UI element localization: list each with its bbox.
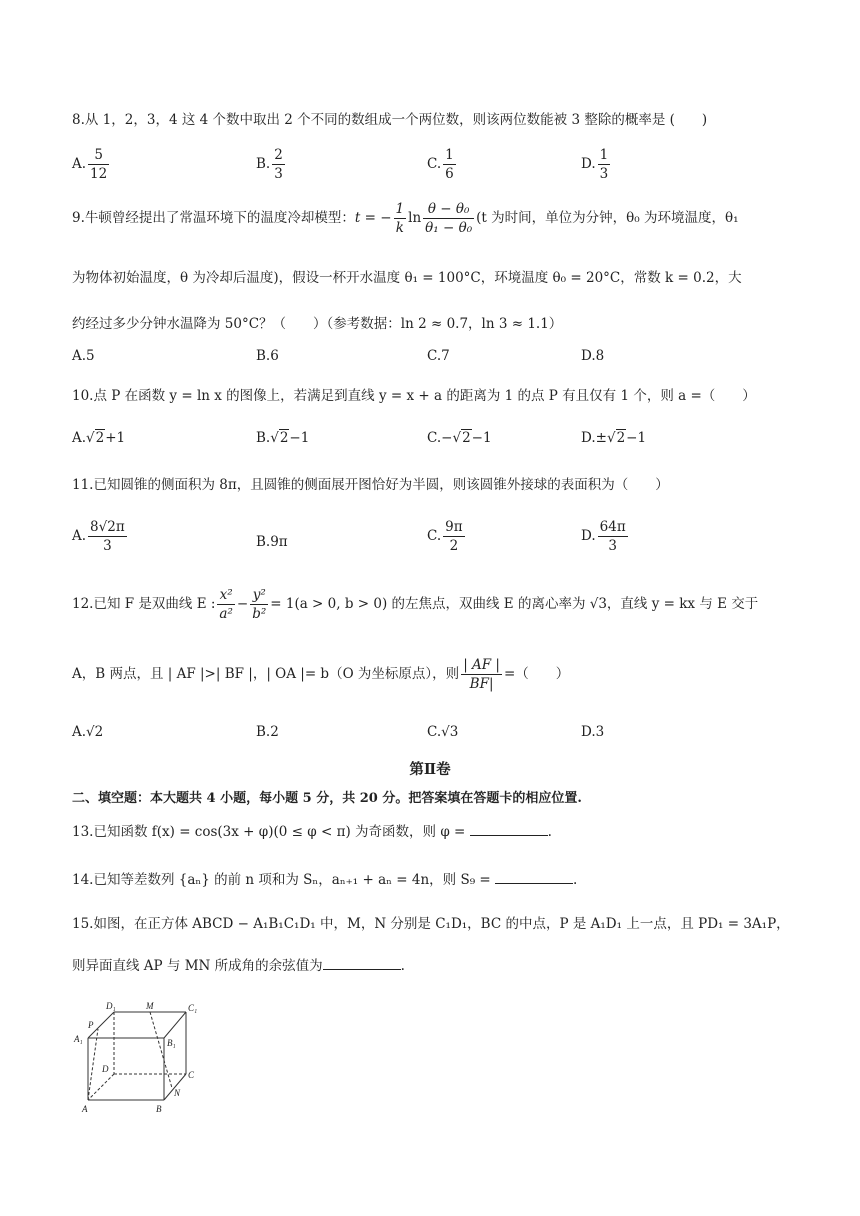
q12-line2: A，B 两点，且 | AF |>| BF |，| OA |= b（O 为坐标原点），则 $\frac{| AF |}{BF|}$ =（ ） xyxy=(72,657,570,692)
label-a: A xyxy=(82,1104,88,1114)
label-d1: D₁ xyxy=(106,1001,116,1011)
q10-stem: 10.点 P 在函数 y = ln x 的图像上，若满足到直线 y = x + a 的距离为 1 的点 P 有且仅有 1 个，则 a =（ ） xyxy=(72,388,756,404)
cube-diagram xyxy=(68,1000,208,1116)
q9-line1: 9.牛顿曾经提出了常温环境下的温度冷却模型：t = − $\frac{1}{k}$ ln $\frac{\text{θ − θ₀}}{\text{θ₁ − θ₀}}$ (t 为时间，单位为分钟，θ₀ 为环境温度，θ₁ xyxy=(72,201,739,236)
label-p: P xyxy=(88,1020,94,1030)
q15-line2: 则异面直线 AP 与 MN 所成角的余弦值为 . xyxy=(72,954,405,974)
q9-option-b: B.6 xyxy=(256,348,279,364)
q8-stem: 8.从 1，2，3，4 这 4 个数中取出 2 个不同的数组成一个两位数，则该两位数能被 3 整除的概率是 ( ) xyxy=(72,112,708,128)
q10-option-d: D.±√2−1 xyxy=(581,430,647,446)
q9-line3: 约经过多少分钟水温降为 50°C？（ ）（参考数据：ln 2 ≈ 0.7，ln 3 ≈ 1.1） xyxy=(72,316,563,332)
q12-line1: 12.已知 F 是双曲线 E : $\frac{\text{x²}}{\text{a²}}$ − $\frac{\text{y²}}{\text{b²}}$ = 1(a > 0, b > 0) 的左焦点，双曲线 E 的离心率为 √3，直线 y = kx 与 E 交于 xyxy=(72,587,759,622)
cube-figure xyxy=(68,1000,208,1120)
q14-answer-blank[interactable] xyxy=(495,869,573,884)
label-c1: C₁ xyxy=(188,1003,198,1013)
section-heading: 二、填空题：本大题共 4 小题，每小题 5 分，共 20 分。把答案填在答题卡的相应位置. xyxy=(72,791,582,806)
q14-stem: 14.已知等差数列 {aₙ} 的前 n 项和为 Sₙ，aₙ₊₁ + aₙ = 4n，则 S₉ = . xyxy=(72,868,577,888)
q11-option-b: B.9π xyxy=(256,534,288,550)
q8-option-c: C. $\frac{1}{6}$ xyxy=(427,147,454,182)
q8-option-a: A. $\frac{5}{12}$ xyxy=(72,147,108,182)
q8-option-d: D. $\frac{1}{3}$ xyxy=(581,147,609,182)
q11-option-a: A. $\frac{8√2\pi}{3}$ xyxy=(72,519,125,554)
label-a1: A₁ xyxy=(74,1034,83,1044)
q12-option-c: C.√3 xyxy=(427,724,459,740)
label-m: M xyxy=(146,1001,154,1011)
q10-option-c: C.−√2−1 xyxy=(427,430,492,446)
q9-line2: 为物体初始温度，θ 为冷却后温度)，假设一杯开水温度 θ₁ = 100°C，环境温度 θ₀ = 20°C，常数 k = 0.2，大 xyxy=(72,270,742,286)
q11-stem: 11.已知圆锥的侧面积为 8π，且圆锥的侧面展开图恰好为半圆，则该圆锥外接球的表面积为（ ） xyxy=(72,477,669,493)
label-b: B xyxy=(156,1104,162,1114)
q12-option-b: B.2 xyxy=(256,724,279,740)
q11-option-c: C. $\frac{9\pi}{2}$ xyxy=(427,519,463,554)
q13-answer-blank[interactable] xyxy=(470,821,548,836)
q10-option-b: B.√2−1 xyxy=(256,430,310,446)
label-n: N xyxy=(174,1088,181,1098)
q9-option-c: C.7 xyxy=(427,348,450,364)
section-title: 第Ⅱ卷 xyxy=(409,761,451,778)
q11-option-d: D. $\frac{64\pi}{3}$ xyxy=(581,519,626,554)
q15-line1: 15.如图，在正方体 ABCD − A₁B₁C₁D₁ 中，M，N 分别是 C₁D₁，BC 的中点，P 是 A₁D₁ 上一点，且 PD₁ = 3A₁P， xyxy=(72,916,790,932)
q12-option-a: A.√2 xyxy=(72,724,104,740)
q13-stem: 13.已知函数 f(x) = cos(3x + φ)(0 ≤ φ < π) 为奇函数，则 φ = . xyxy=(72,820,552,840)
q12-option-d: D.3 xyxy=(581,724,605,740)
q9-option-d: D.8 xyxy=(581,348,605,364)
label-c: C xyxy=(188,1070,195,1080)
label-d: D xyxy=(102,1064,109,1074)
q8-option-b: B. $\frac{2}{3}$ xyxy=(256,147,283,182)
label-b1: B₁ xyxy=(167,1038,176,1048)
q10-option-a: A.√2+1 xyxy=(72,430,126,446)
q9-option-a: A.5 xyxy=(72,348,95,364)
q15-answer-blank[interactable] xyxy=(323,955,401,970)
